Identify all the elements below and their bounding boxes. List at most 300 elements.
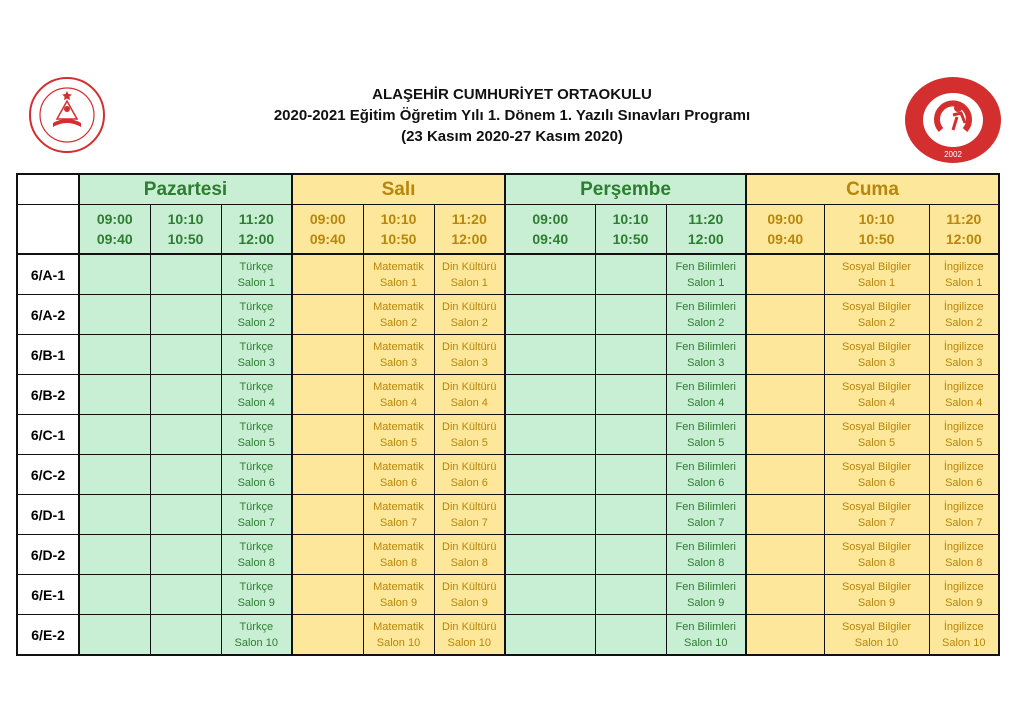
exam-cell: [746, 375, 824, 415]
exam-salon: Salon 5: [857, 436, 896, 449]
exam-cell: [363, 375, 434, 415]
exam-salon: Salon 3: [687, 356, 725, 369]
exam-cell: [595, 535, 666, 575]
exam-salon: Salon 8: [237, 556, 275, 569]
exam-salon: Salon 9: [237, 596, 275, 609]
time-slot: [595, 205, 666, 255]
time-slot: [221, 205, 292, 255]
exam-subject: Türkçe: [239, 500, 274, 513]
exam-salon: Salon 8: [945, 556, 983, 569]
exam-cell: [929, 335, 999, 375]
exam-salon: Salon 8: [450, 556, 488, 569]
exam-subject: Din Kültürü: [442, 620, 497, 633]
exam-salon: Salon 3: [450, 356, 488, 369]
exam-cell: [150, 254, 221, 295]
exam-subject: Türkçe: [239, 540, 274, 553]
exam-cell: [150, 295, 221, 335]
exam-salon: Salon 6: [450, 476, 488, 489]
exam-cell: [824, 575, 929, 615]
exam-cell: [505, 495, 595, 535]
exam-subject: Türkçe: [239, 620, 274, 633]
exam-subject: Matematik: [373, 340, 424, 353]
slot-start: 09:00: [96, 211, 133, 227]
time-slot: [292, 205, 363, 255]
exam-cell: [929, 295, 999, 335]
program-dates: (23 Kasım 2020-27 Kasım 2020): [401, 128, 623, 145]
exam-cell: [363, 535, 434, 575]
slot-end: 09:40: [309, 231, 346, 247]
time-slot: [150, 205, 221, 255]
exam-salon: Salon 10: [447, 636, 491, 649]
exam-subject: Din Kültürü: [442, 460, 497, 473]
exam-salon: Salon 10: [854, 636, 899, 649]
exam-subject: Matematik: [373, 620, 424, 633]
class-name: 6/B-1: [17, 335, 79, 375]
exam-subject: İngilizce: [943, 340, 984, 353]
exam-salon: Salon 7: [450, 516, 488, 529]
exam-cell: [363, 575, 434, 615]
exam-salon: Salon 9: [379, 596, 418, 609]
exam-cell: [824, 415, 929, 455]
table-row: [17, 455, 999, 495]
exam-cell: [79, 455, 150, 495]
exam-cell: [292, 375, 363, 415]
exam-cell: [929, 575, 999, 615]
exam-cell: [363, 254, 434, 295]
school-logo: [903, 75, 1003, 165]
exam-cell: [221, 455, 292, 495]
exam-cell: [363, 335, 434, 375]
day-header-row: [17, 174, 999, 205]
exam-salon: Salon 4: [237, 396, 275, 409]
exam-cell: [595, 415, 666, 455]
exam-subject: Sosyal Bilgiler: [841, 460, 912, 473]
exam-salon: Salon 5: [687, 436, 725, 449]
exam-subject: Din Kültürü: [442, 380, 497, 393]
exam-cell: [292, 295, 363, 335]
exam-salon: Salon 1: [857, 276, 896, 289]
exam-salon: Salon 1: [450, 276, 488, 289]
exam-schedule-table: [16, 173, 1000, 656]
exam-cell: [929, 254, 999, 295]
exam-cell: [434, 575, 505, 615]
exam-salon: Salon 8: [379, 556, 418, 569]
exam-subject: Fen Bilimleri: [675, 540, 736, 553]
class-name: 6/C-2: [17, 455, 79, 495]
exam-subject: Sosyal Bilgiler: [841, 420, 912, 433]
exam-subject: Türkçe: [239, 460, 274, 473]
exam-cell: [434, 535, 505, 575]
exam-cell: [505, 375, 595, 415]
exam-cell: [824, 335, 929, 375]
table-row: [17, 254, 999, 295]
exam-cell: [505, 415, 595, 455]
slot-end: 12:00: [451, 231, 488, 247]
exam-salon: Salon 9: [945, 596, 983, 609]
table-row: [17, 535, 999, 575]
exam-subject: Fen Bilimleri: [675, 340, 736, 353]
exam-cell: [79, 615, 150, 656]
exam-cell: [363, 295, 434, 335]
corner-cell: [17, 205, 79, 255]
exam-cell: [505, 535, 595, 575]
class-name: 6/C-1: [17, 415, 79, 455]
time-slot: [824, 205, 929, 255]
exam-cell: [292, 575, 363, 615]
exam-cell: [929, 495, 999, 535]
class-name: 6/A-2: [17, 295, 79, 335]
exam-subject: Fen Bilimleri: [675, 380, 736, 393]
time-slot: [79, 205, 150, 255]
exam-cell: [824, 295, 929, 335]
exam-cell: [824, 615, 929, 656]
slot-start: 11:20: [451, 211, 487, 227]
exam-subject: Fen Bilimleri: [675, 620, 736, 633]
exam-cell: [666, 295, 746, 335]
exam-subject: Matematik: [373, 500, 424, 513]
exam-subject: Matematik: [373, 300, 424, 313]
exam-subject: İngilizce: [943, 300, 984, 313]
exam-cell: [150, 415, 221, 455]
exam-cell: [363, 455, 434, 495]
exam-cell: [746, 495, 824, 535]
exam-subject: Sosyal Bilgiler: [841, 340, 912, 353]
exam-cell: [79, 375, 150, 415]
exam-salon: Salon 3: [237, 356, 275, 369]
exam-cell: [595, 375, 666, 415]
exam-cell: [824, 375, 929, 415]
exam-cell: [434, 455, 505, 495]
exam-subject: Sosyal Bilgiler: [841, 300, 912, 313]
slot-end: 12:00: [238, 231, 275, 247]
exam-subject: İngilizce: [943, 260, 984, 273]
exam-cell: [292, 495, 363, 535]
exam-salon: Salon 7: [237, 516, 275, 529]
exam-salon: Salon 2: [687, 316, 725, 329]
day-header: Perşembe: [505, 174, 746, 205]
title-block: [200, 84, 824, 147]
exam-subject: İngilizce: [943, 580, 984, 593]
exam-cell: [221, 335, 292, 375]
exam-subject: İngilizce: [943, 500, 984, 513]
class-name: 6/E-1: [17, 575, 79, 615]
exam-cell: [746, 254, 824, 295]
program-title: 2020-2021 Eğitim Öğretim Yılı 1. Dönem 1. Yazılı Sınavları Programı: [273, 107, 751, 124]
exam-subject: Matematik: [373, 380, 424, 393]
day-header: Salı: [292, 174, 505, 205]
slot-end: 09:40: [532, 231, 569, 247]
exam-salon: Salon 7: [379, 516, 418, 529]
exam-cell: [666, 575, 746, 615]
exam-cell: [292, 535, 363, 575]
exam-subject: Fen Bilimleri: [675, 580, 736, 593]
exam-salon: Salon 3: [857, 356, 896, 369]
slot-start: 11:20: [688, 211, 724, 227]
time-slot: [746, 205, 824, 255]
exam-cell: [746, 295, 824, 335]
exam-subject: İngilizce: [943, 540, 984, 553]
exam-cell: [505, 615, 595, 656]
exam-subject: Sosyal Bilgiler: [841, 260, 912, 273]
exam-subject: Fen Bilimleri: [675, 300, 736, 313]
exam-cell: [746, 455, 824, 495]
exam-salon: Salon 1: [687, 276, 725, 289]
exam-cell: [363, 615, 434, 656]
exam-cell: [150, 495, 221, 535]
exam-salon: Salon 1: [237, 276, 275, 289]
exam-salon: Salon 9: [857, 596, 896, 609]
exam-cell: [666, 615, 746, 656]
meb-logo: [27, 75, 107, 155]
exam-salon: Salon 3: [945, 356, 983, 369]
exam-salon: Salon 2: [857, 316, 896, 329]
exam-subject: Din Kültürü: [442, 340, 497, 353]
exam-cell: [434, 495, 505, 535]
exam-subject: Türkçe: [239, 420, 274, 433]
slot-start: 10:10: [380, 211, 417, 227]
exam-cell: [434, 415, 505, 455]
exam-cell: [746, 535, 824, 575]
table-row: [17, 335, 999, 375]
exam-cell: [79, 575, 150, 615]
exam-cell: [150, 575, 221, 615]
exam-cell: [221, 375, 292, 415]
exam-salon: Salon 4: [379, 396, 418, 409]
slot-start: 10:10: [612, 211, 649, 227]
exam-cell: [824, 455, 929, 495]
exam-cell: [292, 615, 363, 656]
table-row: [17, 615, 999, 656]
exam-subject: Sosyal Bilgiler: [841, 580, 912, 593]
exam-salon: Salon 10: [234, 636, 278, 649]
exam-cell: [221, 415, 292, 455]
table-row: [17, 415, 999, 455]
exam-subject: Matematik: [373, 580, 424, 593]
class-name: 6/E-2: [17, 615, 79, 656]
slot-start: 09:00: [532, 211, 569, 227]
exam-subject: Din Kültürü: [442, 420, 497, 433]
table-row: [17, 575, 999, 615]
slot-start: 09:00: [767, 211, 804, 227]
exam-salon: Salon 6: [687, 476, 725, 489]
exam-cell: [595, 495, 666, 535]
exam-salon: Salon 8: [687, 556, 725, 569]
exam-salon: Salon 6: [945, 476, 983, 489]
exam-subject: İngilizce: [943, 620, 984, 633]
exam-salon: Salon 3: [379, 356, 418, 369]
class-name: 6/D-2: [17, 535, 79, 575]
exam-salon: Salon 6: [237, 476, 275, 489]
slot-end: 10:50: [167, 231, 204, 247]
exam-subject: Din Kültürü: [442, 540, 497, 553]
time-slot: [363, 205, 434, 255]
exam-cell: [929, 535, 999, 575]
time-slot-row: [17, 205, 999, 255]
exam-cell: [746, 415, 824, 455]
exam-subject: Türkçe: [239, 300, 274, 313]
table-row: [17, 375, 999, 415]
exam-salon: Salon 2: [237, 316, 275, 329]
table-row: [17, 495, 999, 535]
exam-subject: Fen Bilimleri: [675, 460, 736, 473]
day-header: Pazartesi: [79, 174, 292, 205]
exam-subject: İngilizce: [943, 380, 984, 393]
exam-cell: [363, 415, 434, 455]
exam-salon: Salon 9: [687, 596, 725, 609]
exam-cell: [434, 295, 505, 335]
exam-cell: [434, 254, 505, 295]
slot-start: 10:10: [167, 211, 204, 227]
exam-subject: Din Kültürü: [442, 580, 497, 593]
exam-cell: [746, 575, 824, 615]
exam-cell: [824, 254, 929, 295]
school-name: ALAŞEHİR CUMHURİYET ORTAOKULU: [372, 86, 652, 103]
exam-salon: Salon 2: [379, 316, 418, 329]
exam-cell: [79, 295, 150, 335]
exam-cell: [150, 615, 221, 656]
exam-cell: [79, 415, 150, 455]
exam-cell: [221, 615, 292, 656]
exam-salon: Salon 5: [237, 436, 275, 449]
exam-cell: [221, 254, 292, 295]
exam-cell: [666, 495, 746, 535]
exam-cell: [150, 535, 221, 575]
slot-end: 09:40: [767, 231, 804, 247]
exam-cell: [221, 495, 292, 535]
exam-subject: Din Kültürü: [442, 260, 497, 273]
exam-cell: [79, 535, 150, 575]
exam-cell: [595, 295, 666, 335]
exam-subject: Türkçe: [239, 580, 274, 593]
exam-salon: Salon 1: [379, 276, 418, 289]
slot-start: 10:10: [858, 211, 895, 227]
exam-cell: [824, 535, 929, 575]
exam-subject: Türkçe: [239, 340, 274, 353]
exam-cell: [666, 455, 746, 495]
exam-cell: [595, 254, 666, 295]
exam-cell: [505, 455, 595, 495]
exam-salon: Salon 7: [857, 516, 896, 529]
exam-cell: [150, 375, 221, 415]
exam-subject: Matematik: [373, 420, 424, 433]
slot-start: 11:20: [238, 211, 274, 227]
exam-salon: Salon 10: [684, 636, 728, 649]
time-slot: [434, 205, 505, 255]
exam-salon: Salon 2: [945, 316, 983, 329]
exam-salon: Salon 7: [945, 516, 983, 529]
exam-subject: Sosyal Bilgiler: [841, 380, 912, 393]
exam-cell: [505, 575, 595, 615]
slot-end: 09:40: [96, 231, 133, 247]
exam-salon: Salon 7: [687, 516, 725, 529]
exam-subject: Sosyal Bilgiler: [841, 500, 912, 513]
exam-subject: Matematik: [373, 460, 424, 473]
exam-cell: [363, 495, 434, 535]
slot-end: 10:50: [858, 231, 895, 247]
exam-cell: [150, 335, 221, 375]
exam-subject: Türkçe: [239, 380, 274, 393]
slot-start: 11:20: [946, 211, 982, 227]
exam-cell: [595, 615, 666, 656]
exam-subject: İngilizce: [943, 420, 984, 433]
exam-cell: [434, 335, 505, 375]
exam-subject: Matematik: [373, 260, 424, 273]
exam-cell: [150, 455, 221, 495]
exam-cell: [292, 254, 363, 295]
exam-cell: [929, 375, 999, 415]
exam-salon: Salon 6: [857, 476, 896, 489]
exam-salon: Salon 1: [945, 276, 983, 289]
exam-cell: [79, 254, 150, 295]
exam-salon: Salon 2: [450, 316, 488, 329]
exam-salon: Salon 4: [687, 396, 725, 409]
exam-salon: Salon 8: [857, 556, 896, 569]
exam-cell: [505, 295, 595, 335]
exam-cell: [595, 335, 666, 375]
exam-subject: Sosyal Bilgiler: [841, 620, 912, 633]
exam-cell: [929, 615, 999, 656]
exam-cell: [221, 535, 292, 575]
exam-cell: [595, 455, 666, 495]
exam-subject: İngilizce: [943, 460, 984, 473]
exam-cell: [292, 335, 363, 375]
exam-subject: Türkçe: [239, 260, 274, 273]
exam-subject: Din Kültürü: [442, 500, 497, 513]
exam-cell: [221, 295, 292, 335]
exam-cell: [434, 375, 505, 415]
exam-cell: [929, 455, 999, 495]
exam-salon: Salon 4: [945, 396, 983, 409]
corner-cell: [17, 174, 79, 205]
exam-subject: Sosyal Bilgiler: [841, 540, 912, 553]
time-slot: [929, 205, 999, 255]
exam-cell: [79, 335, 150, 375]
exam-cell: [79, 495, 150, 535]
school-logo-year: 2002: [944, 150, 962, 159]
exam-cell: [824, 495, 929, 535]
exam-salon: Salon 10: [942, 636, 986, 649]
exam-cell: [292, 455, 363, 495]
day-header: Cuma: [746, 174, 999, 205]
exam-subject: Matematik: [373, 540, 424, 553]
slot-end: 12:00: [687, 231, 724, 247]
exam-cell: [221, 575, 292, 615]
exam-cell: [746, 615, 824, 656]
exam-cell: [434, 615, 505, 656]
slot-end: 12:00: [945, 231, 982, 247]
exam-cell: [666, 254, 746, 295]
exam-cell: [666, 335, 746, 375]
slot-end: 10:50: [612, 231, 649, 247]
exam-salon: Salon 4: [857, 396, 896, 409]
time-slot: [666, 205, 746, 255]
exam-subject: Din Kültürü: [442, 300, 497, 313]
exam-cell: [505, 335, 595, 375]
class-name: 6/A-1: [17, 254, 79, 295]
exam-salon: Salon 10: [376, 636, 421, 649]
exam-cell: [666, 535, 746, 575]
exam-salon: Salon 5: [450, 436, 488, 449]
exam-cell: [292, 415, 363, 455]
exam-cell: [746, 335, 824, 375]
slot-end: 10:50: [380, 231, 417, 247]
class-name: 6/D-1: [17, 495, 79, 535]
slot-start: 09:00: [309, 211, 346, 227]
exam-cell: [505, 254, 595, 295]
exam-salon: Salon 6: [379, 476, 418, 489]
class-name: 6/B-2: [17, 375, 79, 415]
exam-cell: [666, 415, 746, 455]
